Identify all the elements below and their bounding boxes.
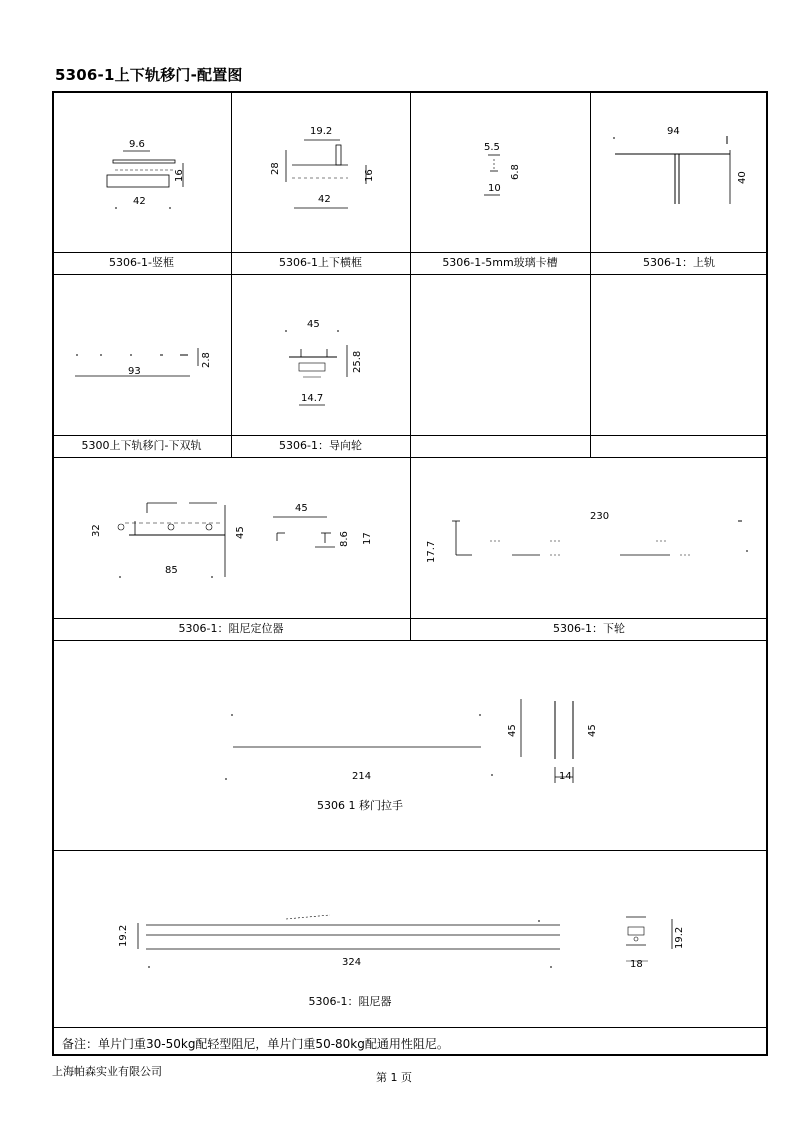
dim-label: 5.5 — [484, 142, 500, 153]
dim-label: 14.7 — [301, 393, 324, 404]
grid-line — [52, 640, 768, 641]
profile-top-rail — [605, 120, 755, 210]
dim-label: 19.2 — [310, 126, 333, 137]
caption-bottom-wheel: 5306-1：下轮 — [553, 622, 625, 635]
caption-top-rail: 5306-1：上轨 — [643, 256, 715, 269]
dim-label: 214 — [352, 771, 372, 782]
dim-label: 17.7 — [426, 540, 437, 563]
caption-vertical-frame: 5306-1-竖框 — [109, 256, 174, 269]
profile-damper-locator — [85, 495, 385, 585]
grid-line — [52, 850, 768, 851]
caption-glass-slot: 5306-1-5mm玻璃卡槽 — [442, 256, 558, 269]
dim-label: 19.2 — [118, 924, 129, 947]
dim-label: 25.8 — [352, 350, 363, 373]
dim-label: 2.8 — [201, 352, 212, 368]
dim-label: 32 — [91, 524, 102, 537]
dim-label: 8.6 — [339, 531, 350, 547]
dim-label: 45 — [235, 526, 246, 539]
profile-bottom-wheel — [420, 505, 760, 575]
dim-label: 45 — [587, 724, 598, 737]
grid-line — [410, 91, 411, 640]
dim-label: 16 — [364, 169, 375, 182]
dim-label: 9.6 — [129, 139, 145, 150]
page-title: 5306-1上下轨移门-配置图 — [55, 66, 243, 84]
dim-label: 85 — [165, 565, 178, 576]
dim-label: 45 — [507, 724, 518, 737]
dim-label: 40 — [737, 171, 748, 184]
dim-label: 324 — [342, 957, 362, 968]
dim-label: 94 — [667, 126, 680, 137]
profile-damper — [110, 905, 690, 975]
dim-label: 42 — [133, 196, 146, 207]
dim-label: 230 — [590, 511, 610, 522]
company-name: 上海帕森实业有限公司 — [52, 1065, 162, 1078]
caption-damper: 5306-1：阻尼器 — [308, 995, 392, 1008]
dim-label: 93 — [128, 366, 141, 377]
caption-door-handle: 5306 1 移门拉手 — [317, 799, 403, 812]
grid-line — [590, 91, 591, 457]
caption-horizontal-frame: 5306-1上下横框 — [279, 256, 362, 269]
profile-door-handle — [215, 695, 615, 790]
remarks-note: 备注：单片门重30-50kg配轻型阻尼，单片门重50-80kg配通用性阻尼。 — [62, 1037, 449, 1051]
caption-damper-locator: 5306-1：阻尼定位器 — [178, 622, 284, 635]
dim-label: 6.8 — [510, 164, 521, 180]
profile-guide-wheel — [275, 315, 375, 410]
grid-line — [52, 1027, 768, 1028]
dim-label: 18 — [630, 959, 643, 970]
dim-label: 14 — [559, 771, 572, 782]
dim-label: 42 — [318, 194, 331, 205]
profile-horizontal-frame — [262, 120, 382, 215]
profile-glass-slot — [470, 135, 530, 205]
profile-bottom-double-rail — [70, 340, 220, 390]
dim-label: 45 — [295, 503, 308, 514]
dim-label: 28 — [270, 162, 281, 175]
dim-label: 16 — [174, 169, 185, 182]
dim-label: 19.2 — [674, 926, 685, 949]
dim-label: 45 — [307, 319, 320, 330]
page-number: 第 1 页 — [376, 1071, 412, 1084]
caption-guide-wheel: 5306-1：导向轮 — [279, 439, 362, 452]
caption-bottom-double-rail: 5300上下轨移门-下双轨 — [81, 439, 202, 452]
dim-label: 17 — [362, 532, 373, 545]
profile-vertical-frame — [95, 130, 205, 215]
dim-label: 10 — [488, 183, 501, 194]
grid-line — [231, 91, 232, 457]
